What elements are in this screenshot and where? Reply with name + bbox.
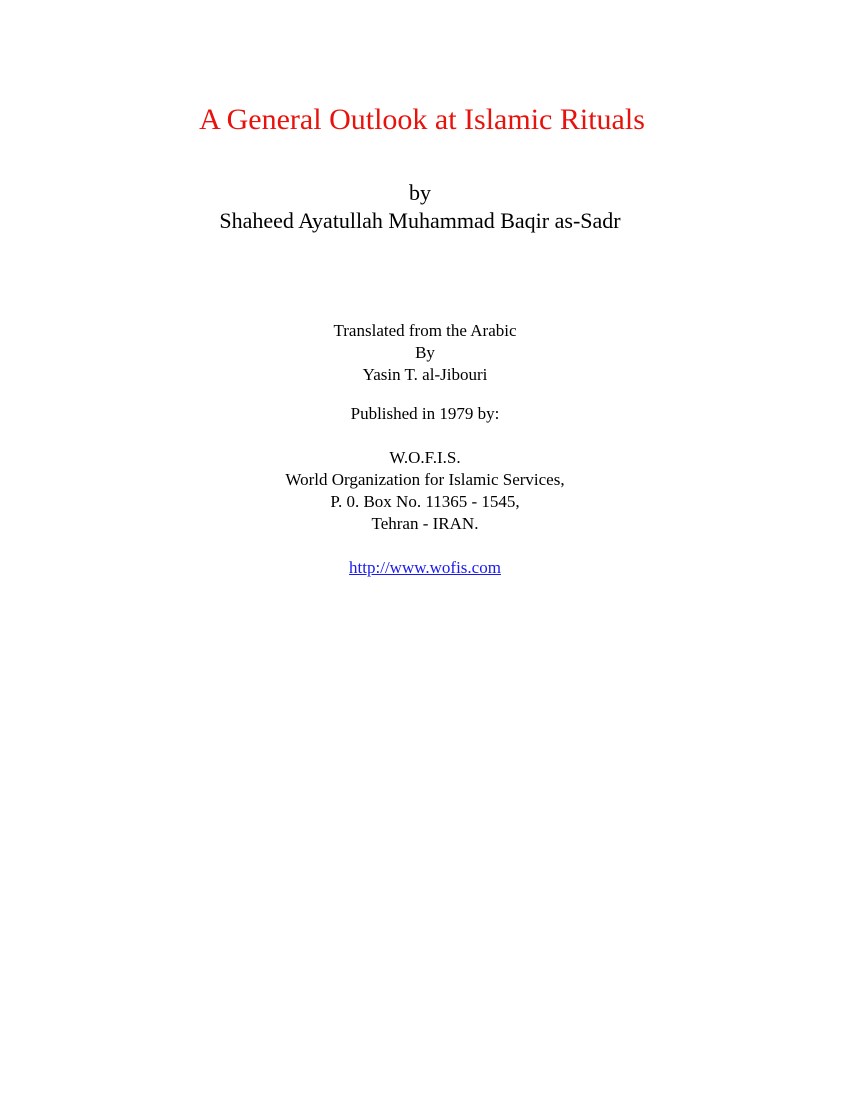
- author-name: Shaheed Ayatullah Muhammad Baqir as-Sadr: [219, 208, 621, 233]
- published-label: Published in 1979 by:: [350, 404, 500, 423]
- publisher-city: Tehran - IRAN.: [371, 514, 479, 533]
- website-link-container: [0, 557, 850, 579]
- publisher-block: [0, 447, 850, 535]
- website-link[interactable]: http://www.wofis.com: [349, 558, 501, 577]
- publisher-name: World Organization for Islamic Services,: [285, 470, 565, 489]
- translated-from-label: Translated from the Arabic: [333, 321, 517, 340]
- translator-name: Yasin T. al-Jibouri: [362, 365, 488, 384]
- publisher-address: P. 0. Box No. 11365 - 1545,: [330, 492, 520, 511]
- author-block: [0, 179, 840, 235]
- by-label: by: [409, 180, 431, 205]
- publisher-acronym: W.O.F.I.S.: [389, 448, 461, 467]
- translation-block: [0, 320, 850, 386]
- translated-by-label: By: [415, 343, 435, 362]
- document-title: A General Outlook at Islamic Rituals: [199, 103, 645, 136]
